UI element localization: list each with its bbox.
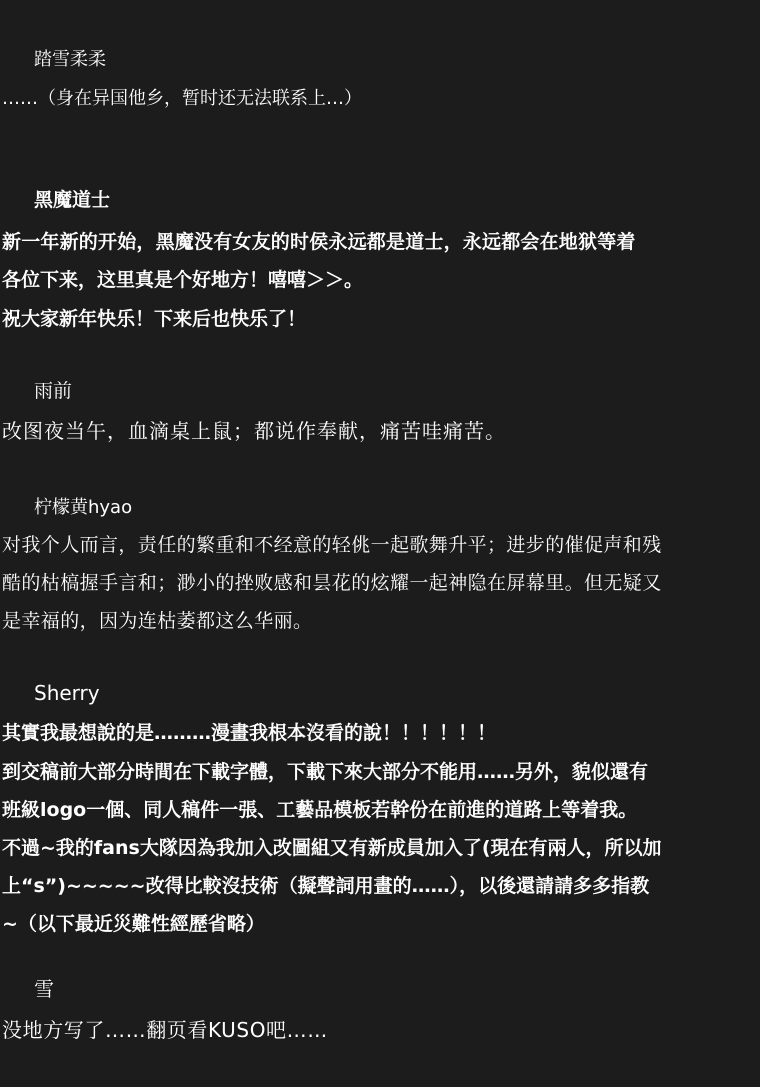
author-name: 踏雪柔柔: [34, 49, 106, 70]
message-line: 班級logo一個、同人稿件一張、工藝品模板若幹份在前進的道路上等着我。: [2, 799, 638, 821]
message-line: 各位下来，这里真是个好地方！嘻嘻＞＞。: [2, 269, 364, 291]
message-line: 新一年新的开始，黑魔没有女友的时侯永远都是道士，永远都会在地狱等着: [2, 231, 636, 253]
author-name: 雪: [34, 977, 54, 1001]
author-name: 柠檬黄hyao: [34, 497, 133, 518]
message-line: 其實我最想說的是………漫畫我根本沒看的說！！！！！！: [2, 722, 497, 744]
message-line: 不過~我的fans大隊因為我加入改圖組又有新成員加入了(現在有兩人，所以加: [2, 837, 662, 859]
message-line: ~（以下最近災難性經歷省略）: [2, 913, 265, 935]
author-name: Sherry: [34, 681, 100, 705]
message-line: 没地方写了……翻页看KUSO吧……: [2, 1018, 328, 1042]
message-line: 到交稿前大部分時間在下載字體，下載下來大部分不能用……另外，貌似還有: [2, 761, 649, 783]
author-name: 黑魔道士: [34, 189, 111, 211]
message-line: ……（身在异国他乡，暂时还无法联系上…）: [2, 88, 362, 109]
message-line: 上“s”)~~~~~改得比較沒技術（擬聲詞用畫的……），以後還請請多多指教: [2, 875, 650, 897]
author-name: 雨前: [34, 380, 73, 402]
message-line: 酷的枯槁握手言和；渺小的挫败感和昙花的炫耀一起神隐在屏幕里。但无疑又: [2, 572, 662, 594]
message-line: 改图夜当午，血滴桌上鼠；都说作奉献，痛苦哇痛苦。: [2, 419, 506, 443]
message-line: 对我个人而言，责任的繁重和不经意的轻佻一起歌舞升平；进步的催促声和残: [2, 534, 662, 556]
message-line: 祝大家新年快乐！下来后也快乐了！: [2, 308, 307, 330]
message-line: 是幸福的，因为连枯萎都这么华丽。: [2, 610, 313, 632]
